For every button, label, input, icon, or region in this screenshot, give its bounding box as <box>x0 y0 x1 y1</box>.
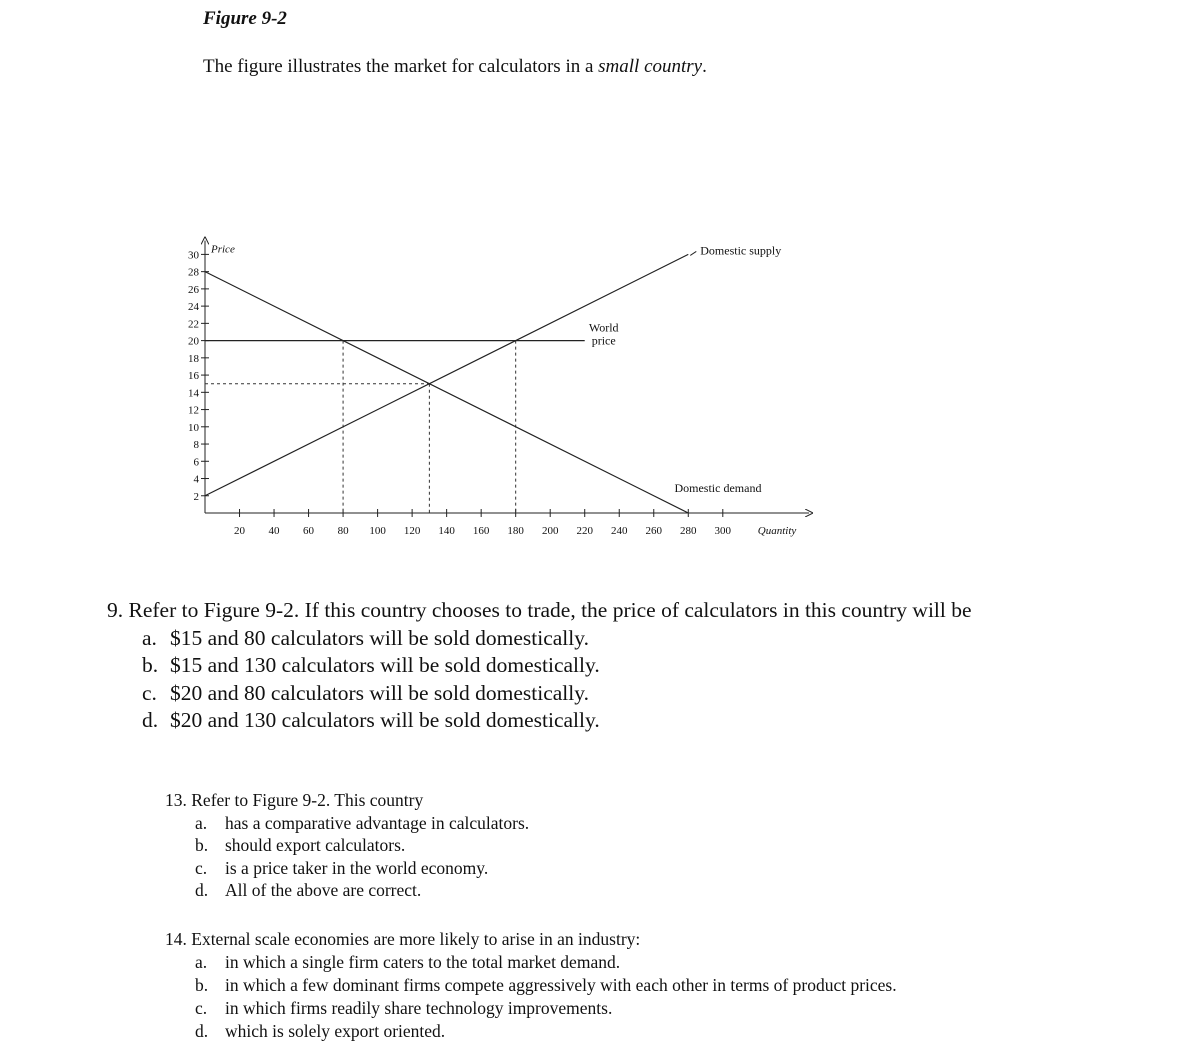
x-tick-label: 80 <box>337 525 349 537</box>
answer-option <box>107 680 972 708</box>
question-number: 9. <box>107 598 124 622</box>
x-tick-label: 300 <box>714 525 732 537</box>
answer-option <box>165 879 529 902</box>
answer-option <box>165 951 897 974</box>
x-tick-label: 220 <box>576 525 593 537</box>
x-tick-label: 260 <box>645 525 663 537</box>
answer-option <box>107 652 972 680</box>
y-tick-label: 24 <box>188 301 199 314</box>
option-letter: a. <box>142 625 157 650</box>
question-stem <box>165 789 529 812</box>
option-text: All of the above are correct. <box>225 880 422 900</box>
question-number: 13. <box>165 790 187 810</box>
answer-option <box>165 974 897 997</box>
domestic-supply-label: Domestic supply <box>700 243 782 258</box>
x-tick-label: 120 <box>403 525 421 537</box>
x-tick-label: 100 <box>369 525 386 537</box>
option-text: is a price taker in the world economy. <box>225 857 489 878</box>
y-tick-label: 12 <box>188 404 199 417</box>
option-text: which is solely export oriented. <box>225 1021 446 1041</box>
y-tick-label: 2 <box>193 490 199 503</box>
answer-option <box>165 812 529 835</box>
answer-option <box>107 707 972 735</box>
option-text: should export calculators. <box>225 835 406 855</box>
x-tick-label: 40 <box>268 525 280 537</box>
market-chart <box>0 95 820 555</box>
option-letter: c. <box>195 857 208 878</box>
question-13 <box>165 789 529 902</box>
domestic-supply-line <box>205 254 688 495</box>
option-text: $20 and 80 calculators will be sold domestically. <box>170 680 589 705</box>
option-letter: d. <box>195 880 209 900</box>
answer-option <box>165 997 897 1020</box>
supply-label-leader <box>690 251 696 255</box>
question-9 <box>107 597 972 735</box>
question-number: 14. <box>165 929 187 949</box>
option-letter: b. <box>195 835 209 855</box>
y-tick-label: 22 <box>188 318 199 331</box>
answer-option <box>165 834 529 857</box>
x-tick-label: 20 <box>234 525 246 537</box>
option-letter: d. <box>142 708 159 732</box>
y-tick-label: 6 <box>193 456 199 469</box>
domestic-demand-line <box>205 272 688 513</box>
option-text: has a comparative advantage in calculators. <box>225 812 530 833</box>
question-text: Refer to Figure 9-2. If this country chooses to trade, the price of calculators in this country will be <box>128 598 972 622</box>
question-stem <box>107 597 972 625</box>
world-price-label: price <box>591 333 616 348</box>
question-text: Refer to Figure 9-2. This country <box>191 790 424 810</box>
option-letter: c. <box>142 680 157 705</box>
x-tick-label: 140 <box>438 525 455 537</box>
y-tick-label: 8 <box>193 439 199 452</box>
x-tick-label: 60 <box>303 525 315 537</box>
option-letter: c. <box>195 998 208 1018</box>
question-14 <box>165 928 897 1043</box>
option-text: $20 and 130 calculators will be sold domestically. <box>170 708 600 732</box>
y-tick-label: 20 <box>188 335 199 348</box>
x-tick-label: 240 <box>610 525 628 537</box>
option-text: in which a single firm caters to the total market demand. <box>225 952 621 972</box>
option-letter: a. <box>195 812 208 833</box>
option-text: in which firms readily share technology improvements. <box>225 998 613 1018</box>
chart-guides <box>205 341 516 513</box>
figure-caption <box>203 56 707 78</box>
option-letter: b. <box>142 653 159 677</box>
caption-period: . <box>702 56 707 77</box>
option-text: $15 and 130 calculators will be sold domestically. <box>170 653 600 677</box>
figure-title: Figure 9-2 <box>203 8 287 29</box>
option-letter: b. <box>195 975 209 995</box>
x-tick-label: 160 <box>472 525 490 537</box>
answer-option <box>107 625 972 653</box>
answer-option <box>165 1020 897 1043</box>
question-stem <box>165 928 897 951</box>
y-axis-label: Price <box>211 243 235 256</box>
x-tick-label: 180 <box>507 525 524 537</box>
option-text: $15 and 80 calculators will be sold domestically. <box>170 625 589 650</box>
y-tick-label: 16 <box>188 370 199 383</box>
caption-text: The figure illustrates the market for calculators in a <box>203 56 599 77</box>
answer-option <box>165 857 529 880</box>
x-axis-label: Quantity <box>757 525 797 537</box>
domestic-demand-label: Domestic demand <box>674 480 762 495</box>
chart-labels <box>589 243 781 494</box>
x-tick-label: 280 <box>680 525 697 537</box>
y-tick-label: 18 <box>188 352 199 365</box>
x-tick-label: 200 <box>541 525 559 537</box>
world-price-label: World <box>588 320 619 335</box>
y-tick-label: 30 <box>188 249 199 262</box>
option-letter: a. <box>195 952 208 972</box>
y-tick-label: 14 <box>188 387 199 400</box>
y-tick-label: 28 <box>188 266 199 279</box>
caption-emphasis: small country <box>598 56 703 77</box>
y-tick-label: 10 <box>188 421 199 434</box>
y-tick-label: 26 <box>188 283 199 296</box>
option-text: in which a few dominant firms compete aggressively with each other in terms of product prices. <box>225 975 897 995</box>
y-tick-label: 4 <box>193 473 199 486</box>
question-text: External scale economies are more likely to arise in an industry: <box>191 929 641 949</box>
option-letter: d. <box>195 1021 209 1041</box>
